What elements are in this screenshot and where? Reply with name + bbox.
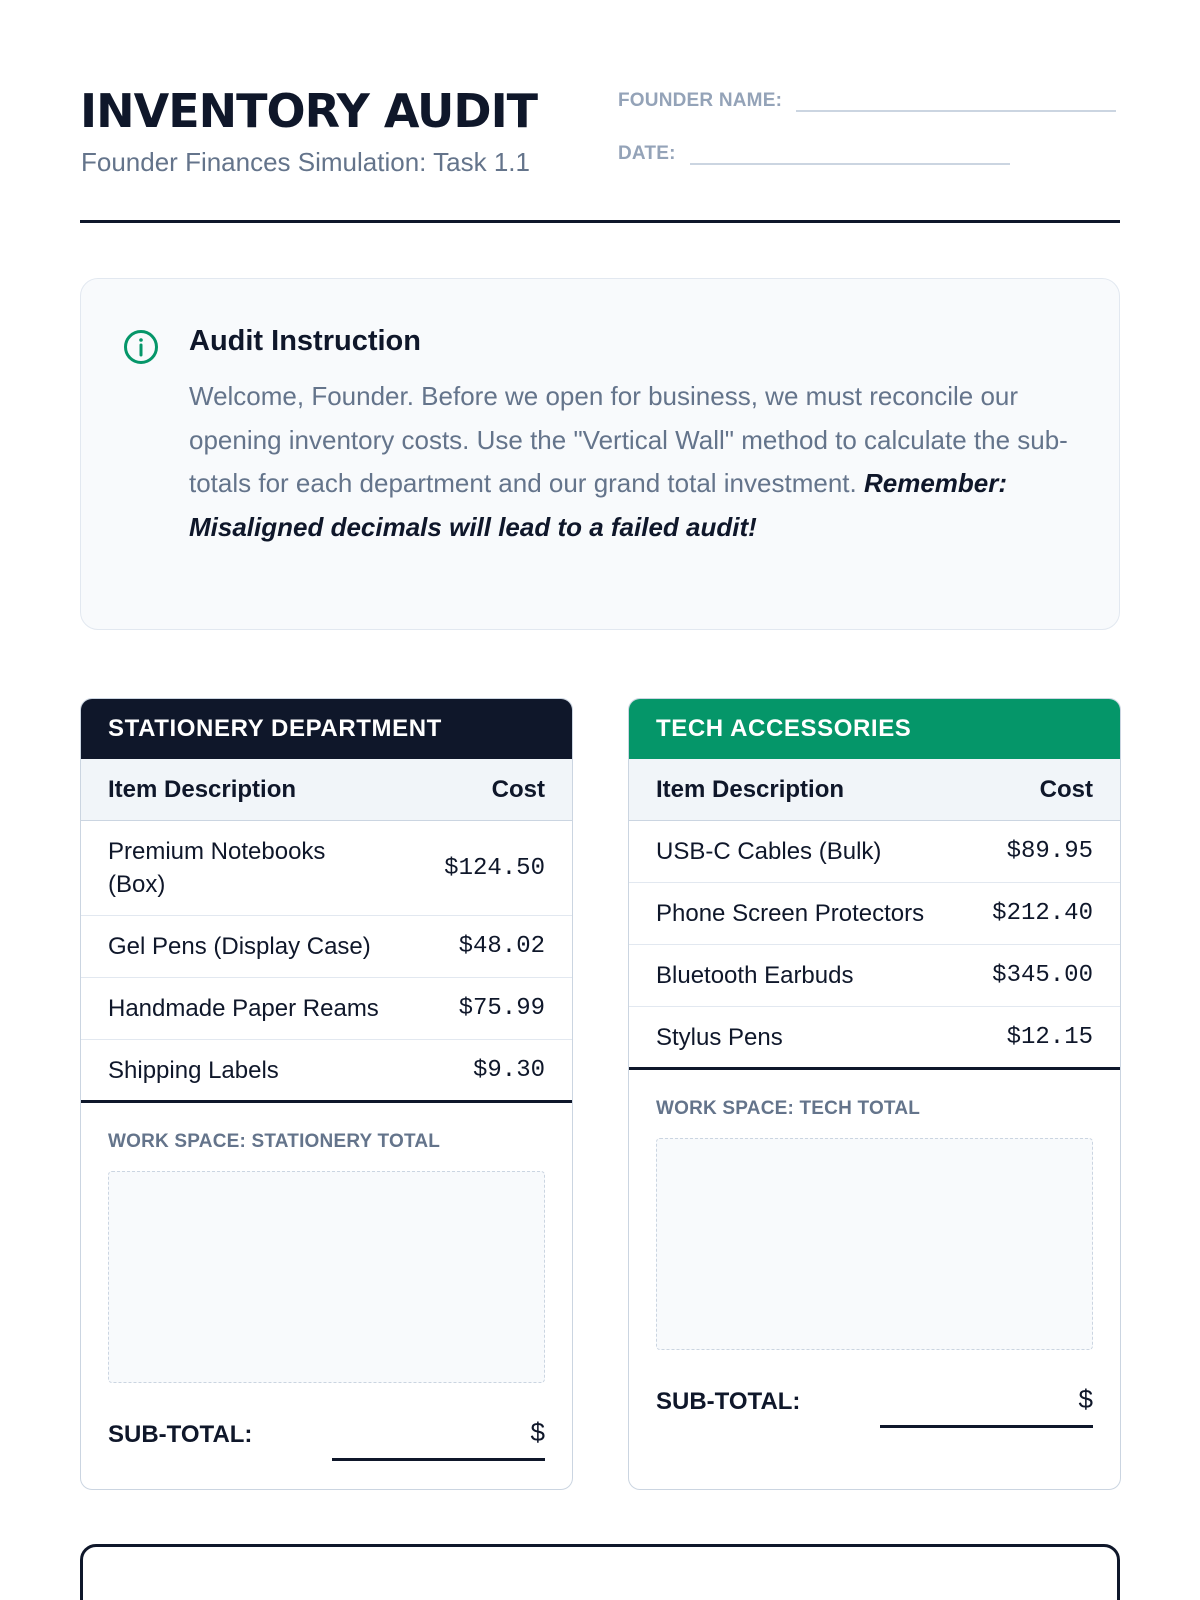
stationery-workspace-area[interactable] [108,1171,545,1383]
table-row [629,1007,1120,1070]
item-cost: $75.99 [458,995,545,1022]
column-header-cost: Cost [1039,775,1093,803]
subtotal-input-line[interactable]: $ [880,1384,1093,1428]
page-subtitle: Founder Finances Simulation: Task 1.1 [81,147,530,177]
tech-workspace-area[interactable] [656,1138,1093,1350]
item-description: Handmade Paper Reams [108,995,379,1022]
stationery-workspace-label: WORK SPACE: STATIONERY TOTAL [108,1131,441,1152]
item-description: USB-C Cables (Bulk) [656,838,882,865]
grand-total-box [80,1544,1120,1600]
item-cost: $345.00 [992,962,1093,989]
audit-instruction-box [80,278,1120,630]
item-cost: $48.02 [458,933,545,960]
item-description: Stylus Pens [656,1023,783,1051]
date-input-line[interactable] [690,143,1010,165]
table-row [81,821,572,916]
instruction-text [189,375,1069,549]
stationery-subtotal [108,1383,545,1463]
tech-card-title: TECH ACCESSORIES [629,699,1120,759]
instruction-body: Welcome, Founder. Before we open for business, we must reconcile our opening inventory costs. Use the "Vertical Wall" method to calculate the sub-totals for each department and our grand total investment. [189,381,1068,498]
tech-accessories-card [628,698,1121,1490]
table-row [629,883,1120,945]
table-row [81,1040,572,1103]
subtotal-input-line[interactable]: $ [332,1417,545,1461]
tech-subtotal [656,1350,1093,1430]
subtotal-label: SUB-TOTAL: [108,1421,253,1448]
item-description: Premium Notebooks (Box) [108,838,326,898]
tech-table-header [629,759,1120,821]
item-cost: $212.40 [992,900,1093,927]
date-field[interactable] [618,143,1010,165]
item-description: Shipping Labels [108,1056,279,1084]
stationery-card-title: STATIONERY DEPARTMENT [81,699,572,759]
subtotal-label: SUB-TOTAL: [656,1388,801,1415]
page-header [80,80,1120,223]
stationery-table-header [81,759,572,821]
table-row [81,916,572,978]
column-header-description: Item Description [656,775,845,803]
item-description: Gel Pens (Display Case) [108,933,371,960]
table-row [629,821,1120,883]
column-header-description: Item Description [108,775,297,803]
item-cost: $12.15 [1006,1023,1093,1051]
founder-name-input-line[interactable] [796,90,1116,112]
founder-name-field[interactable] [618,90,1116,112]
item-description: Bluetooth Earbuds [656,962,854,989]
item-cost: $9.30 [472,1056,545,1084]
date-label: DATE: [618,143,676,164]
instruction-title: Audit Instruction [189,325,421,357]
table-row [81,978,572,1040]
item-cost: $124.50 [444,854,545,882]
tech-workspace-label: WORK SPACE: TECH TOTAL [656,1098,921,1119]
info-icon [123,329,159,365]
founder-name-label: FOUNDER NAME: [618,90,783,111]
instruction-emphasis: Remember: Misaligned decimals will lead to a failed audit! [189,468,1008,542]
table-row [629,945,1120,1007]
stationery-department-card [80,698,573,1490]
item-description: Phone Screen Protectors [656,900,925,927]
column-header-cost: Cost [491,775,545,803]
item-cost: $89.95 [1006,838,1093,865]
page-title: INVENTORY AUDIT [80,84,538,138]
